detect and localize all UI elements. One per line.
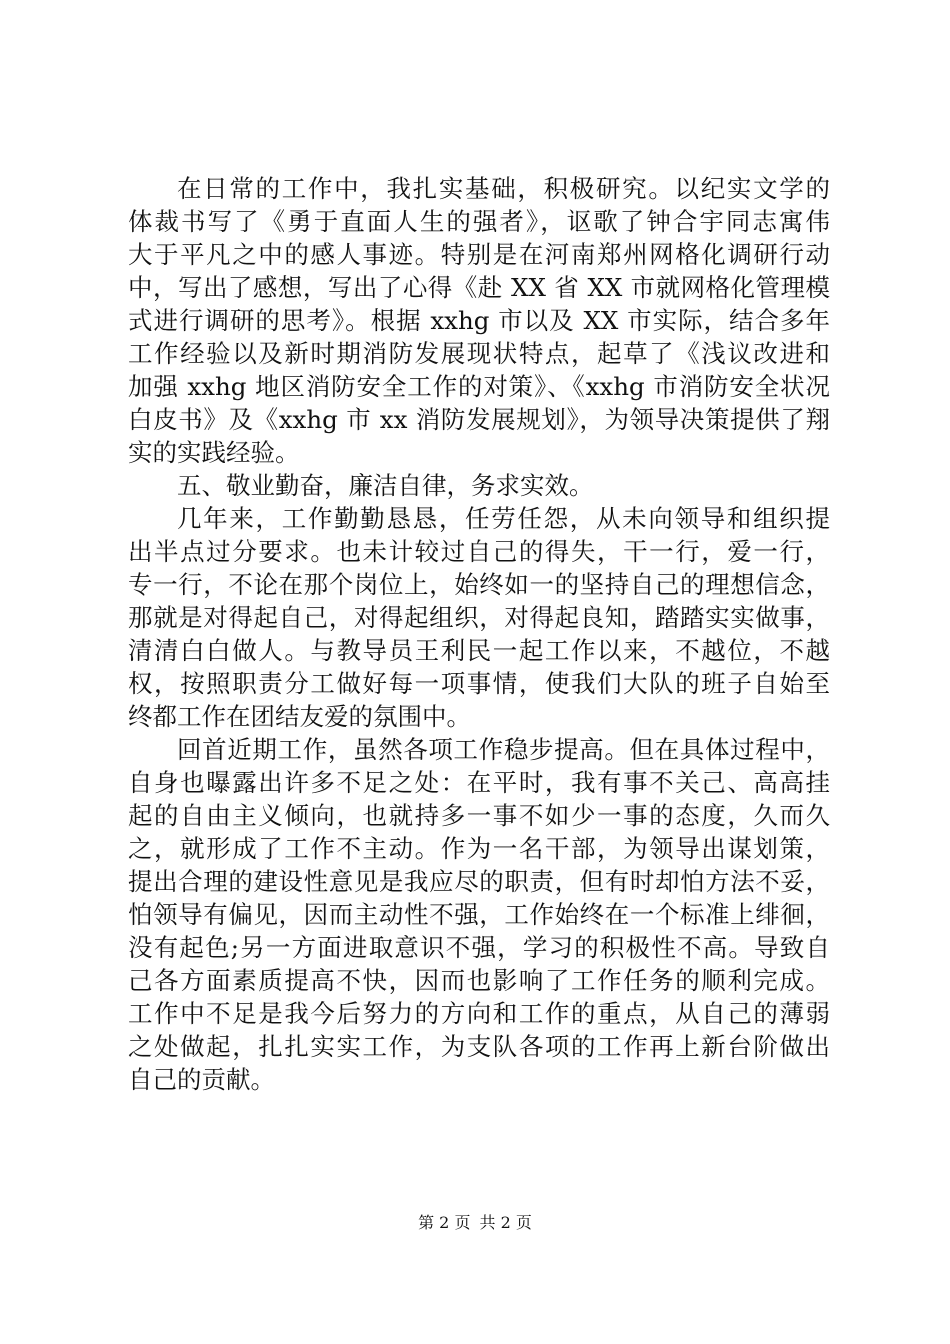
text-line: 大于平凡之中的感人事迹。特别是在河南郑州网格化调研行动 [128,240,830,269]
text-line: 中，写出了感想，写出了心得《赴 XX 省 XX 市就网格化管理模 [128,273,830,302]
page-number: 第 2 页 [418,1213,471,1232]
text-line: 工作中不足是我今后努力的方向和工作的重点，从自己的薄弱 [128,999,830,1028]
text-line: 终都工作在团结友爱的氛围中。 [128,702,471,731]
text-line: 实的实践经验。 [128,438,300,467]
text-line: 之处做起，扎扎实实工作，为支队各项的工作再上新台阶做出 [128,1032,830,1061]
page-footer [0,1212,950,1234]
text-line: 权，按照职责分工做好每一项事情，使我们大队的班子自始至 [128,669,830,698]
text-line: 体裁书写了《勇于直面人生的强者》，讴歌了钟合宇同志寓伟 [128,207,830,236]
text-line: 几年来，工作勤勤恳恳，任劳任怨，从未向领导和组织提 [177,504,830,533]
text-line: 自己的贡献。 [128,1065,275,1094]
text-line: 白皮书》及《xxhg 市 xx 消防发展规划》，为领导决策提供了翔 [128,405,830,434]
text-line: 加强 xxhg 地区消防安全工作的对策》、《xxhg 市消防安全状况 [128,372,830,401]
text-line: 在日常的工作中，我扎实基础，积极研究。以纪实文学的 [177,174,830,203]
text-line: 己各方面素质提高不快，因而也影响了工作任务的顺利完成。 [128,966,830,995]
text-line: 清清白白做人。与教导员王利民一起工作以来，不越位，不越 [128,636,830,665]
section-heading: 五、敬业勤奋，廉洁自律，务求实效。 [177,471,594,500]
text-line: 式进行调研的思考》。根据 xxhg 市以及 XX 市实际，结合多年 [128,306,830,335]
document-body [128,172,830,1096]
text-line: 工作经验以及新时期消防发展现状特点，起草了《浅议改进和 [128,339,830,368]
text-line: 那就是对得起自己，对得起组织，对得起良知，踏踏实实做事， [128,603,830,632]
text-line: 之，就形成了工作不主动。作为一名干部，为领导出谋划策， [128,834,830,863]
text-line: 怕领导有偏见，因而主动性不强，工作始终在一个标准上绯徊， [128,900,830,929]
text-line: 回首近期工作，虽然各项工作稳步提高。但在具体过程中， [177,735,830,764]
text-line: 没有起色;另一方面进取意识不强，学习的积极性不高。导致自 [128,933,830,962]
text-line: 自身也曝露出许多不足之处：在平时，我有事不关己、高高挂 [128,768,830,797]
text-line: 专一行，不论在那个岗位上，始终如一的坚持自己的理想信念， [128,570,830,599]
text-line: 提出合理的建设性意见是我应尽的职责，但有时却怕方法不妥， [128,867,830,896]
page-total: 共 2 页 [479,1213,532,1232]
text-line: 出半点过分要求。也未计较过自己的得失，干一行，爱一行， [128,537,830,566]
text-line: 起的自由主义倾向，也就持多一事不如少一事的态度，久而久 [128,801,830,830]
